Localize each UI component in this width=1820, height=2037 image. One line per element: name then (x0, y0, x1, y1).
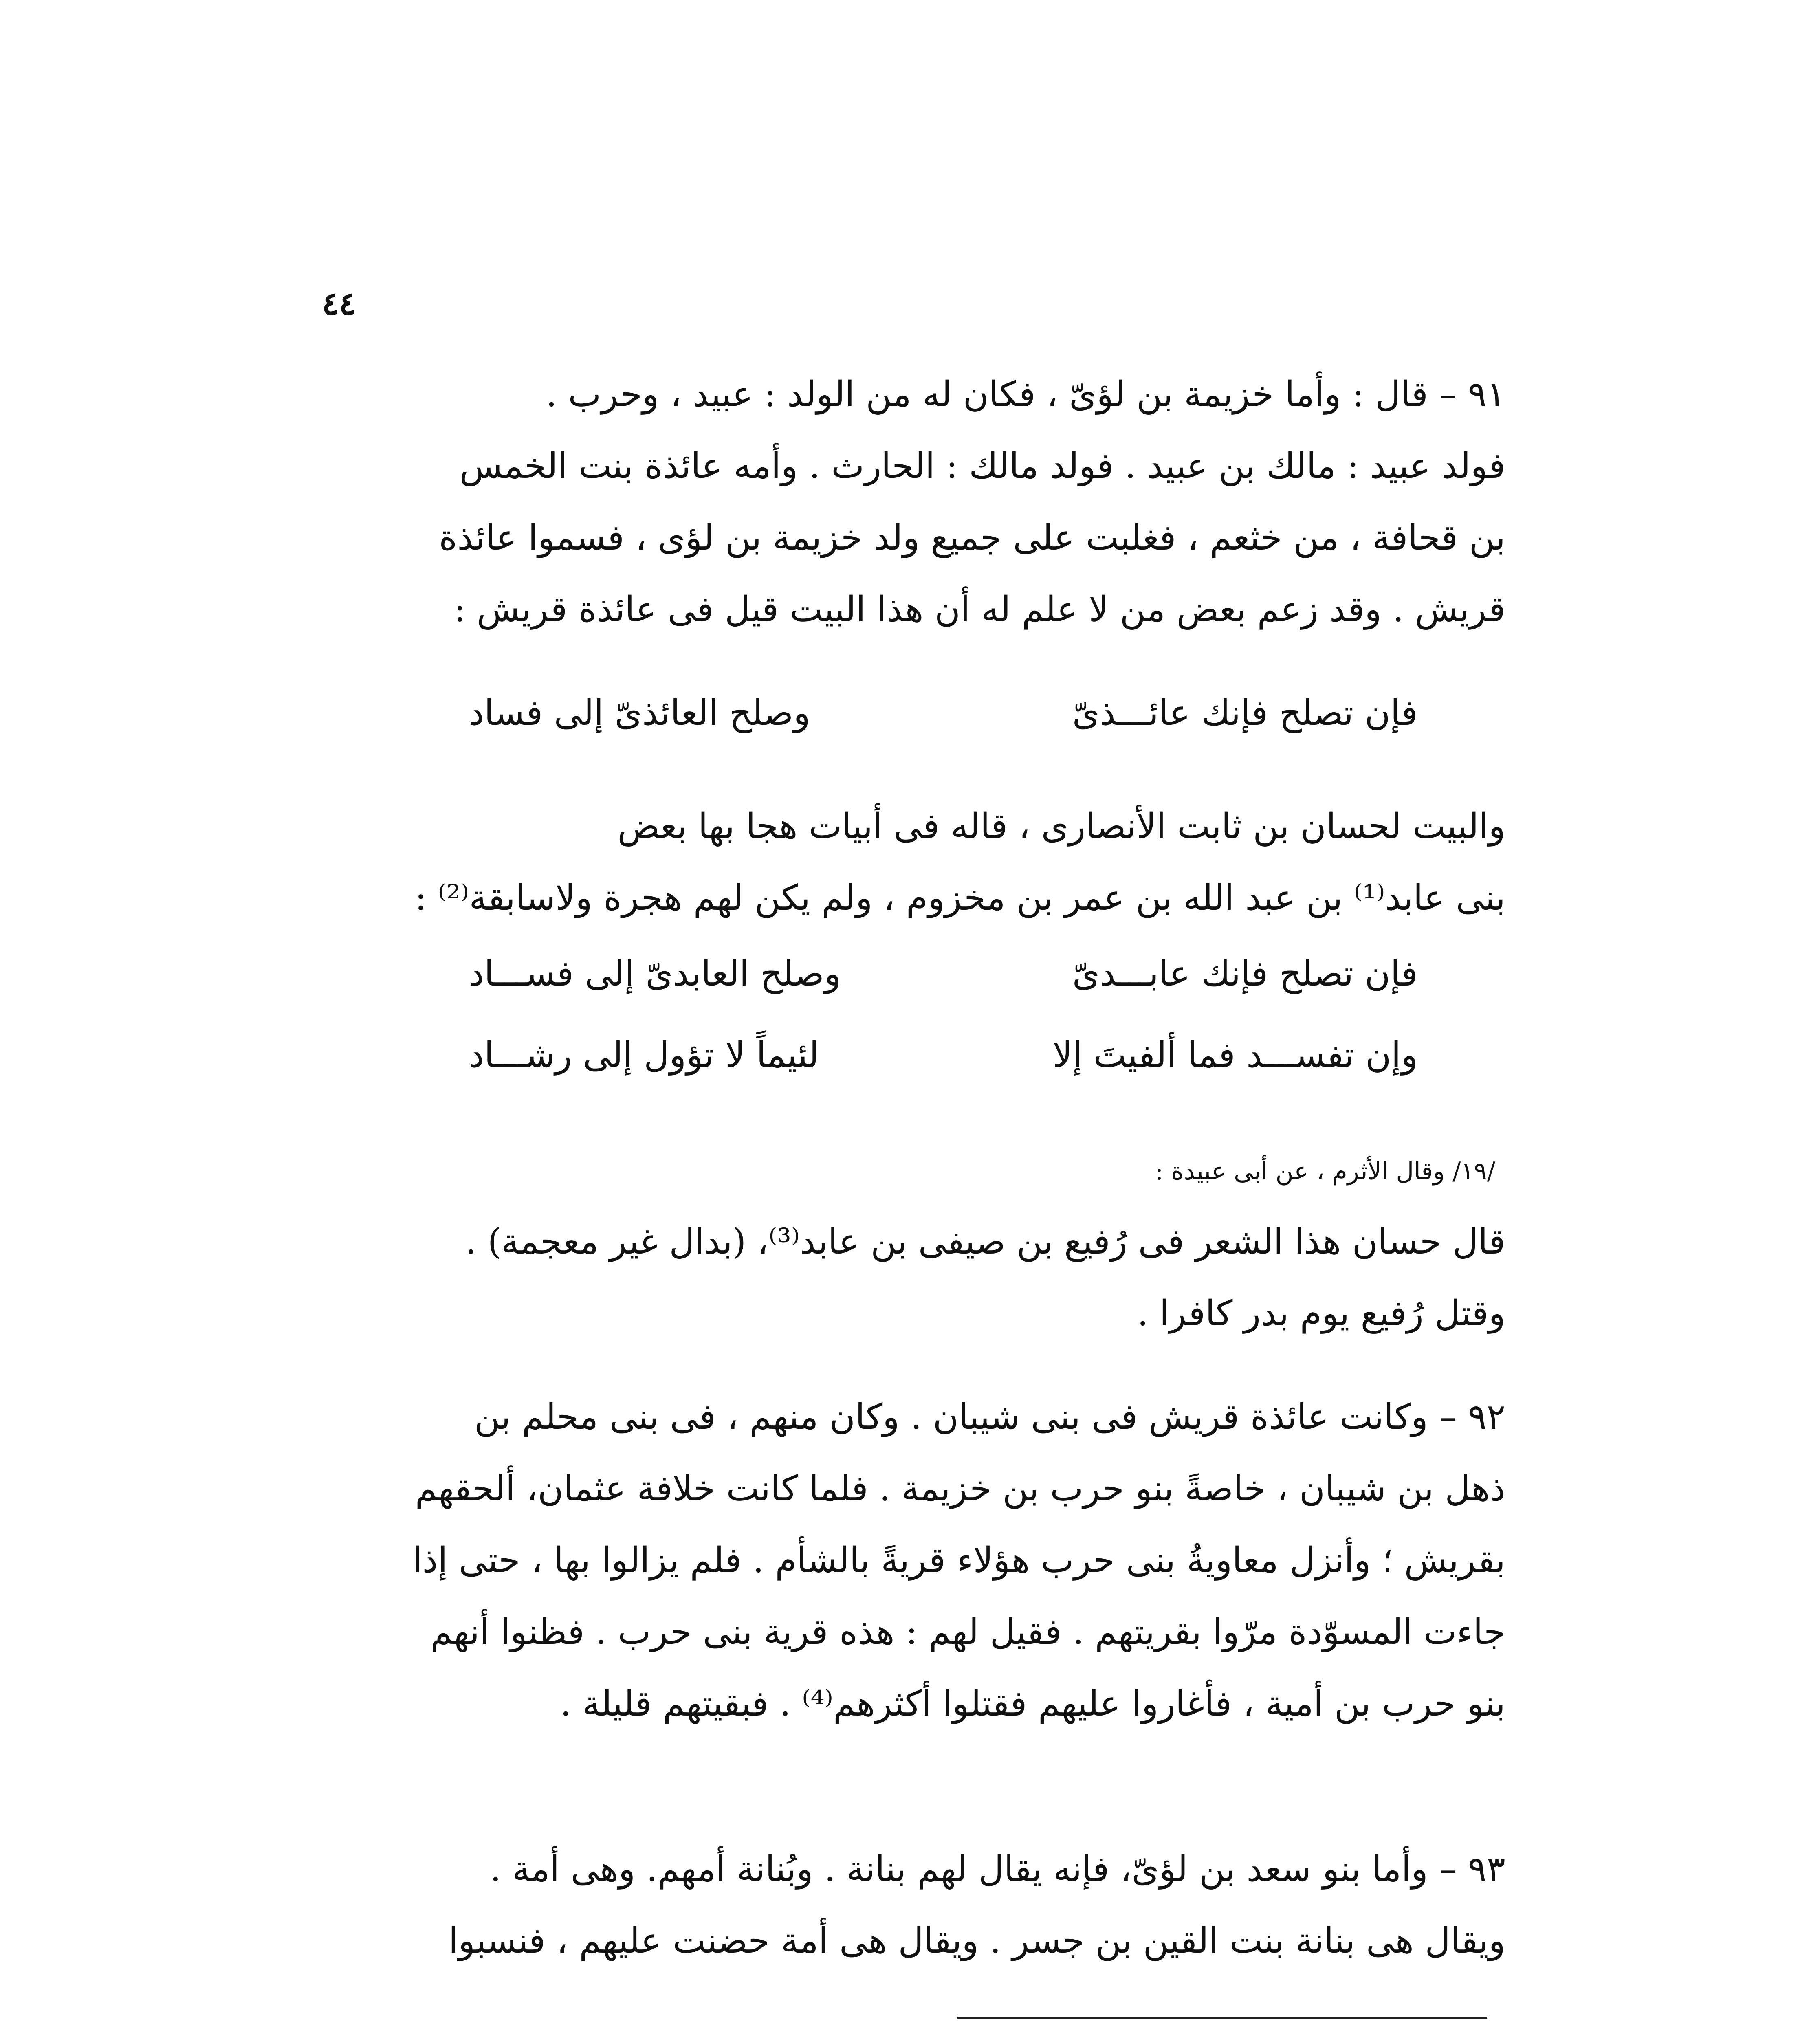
paragraph-92 (357, 1381, 1505, 1740)
paragraph-line: جاءت المسوّدة مرّوا بقريتهم . فقيل لهم : هذه قرية بنى حرب . فظنوا أنهم (430, 1612, 1505, 1652)
paragraph-line: قريش . وقد زعم بعض من لا علم له أن هذا البيت قيل فى عائذة قريش : (453, 589, 1505, 630)
paragraph-91 (357, 359, 1505, 645)
paragraph-line: ٩٣ – وأما بنو سعد بن لؤىّ، فإنه يقال لهم بنانة . وبُنانة أمهم. وهى أمة . (490, 1849, 1505, 1890)
paragraph-hassan (357, 790, 1505, 934)
paragraph-line: بقريش ؛ وأنزل معاويةُ بنى حرب هؤلاء قريةً بالشأم . فلم يزالوا بها ، حتى إذا (412, 1540, 1505, 1581)
paragraph-line: وقتل رُفيع يوم بدر كافرا . (1137, 1293, 1505, 1334)
paragraph-line: بنو حرب بن أمية ، فأغاروا عليهم فقتلوا أكثرهم⁽⁴⁾ . فبقيتهم قليلة . (560, 1683, 1505, 1724)
paragraph-line: ٩٢ – وكانت عائذة قريش فى بنى شيبان . وكان منهم ، فى بنى محلم بن (474, 1397, 1505, 1437)
verse-first-hemistich: فإن تصلح فإنك عائـــذىّ (1072, 693, 1418, 733)
verse-second-hemistich: لئيماً لا تؤول إلى رشـــاد (469, 1035, 819, 1076)
verse-second-hemistich: وصلح العائذىّ إلى فساد (469, 693, 810, 733)
paragraph-line: ٩١ – قال : وأما خزيمة بن لؤىّ ، فكان له من الولد : عبيد ، وحرب . (546, 374, 1505, 415)
paragraph-93 (357, 1833, 1505, 1977)
marginal-note: /١٩/ وقال الأثرم ، عن أبى عبيدة : (1155, 1157, 1495, 1186)
verse-line-3 (469, 1035, 1418, 1108)
paragraph-line: بن قحافة ، من خثعم ، فغلبت على جميع ولد خزيمة بن لؤى ، فسموا عائذة (439, 517, 1505, 558)
paragraph-line: ويقال هى بنانة بنت القين بن جسر . ويقال هى أمة حضنت عليهم ، فنسبوا (448, 1920, 1505, 1961)
verse-first-hemistich: فإن تصلح فإنك عابـــدىّ (1072, 953, 1418, 994)
page-number: ٤٤ (322, 285, 356, 322)
paragraph-line: قال حسان هذا الشعر فى رُفيع بن صيفى بن عابد⁽³⁾، (بدال غير معجمة) . (465, 1221, 1505, 1262)
verse-line-2 (469, 953, 1418, 1027)
paragraph-line: والبيت لحسان بن ثابت الأنصارى ، قاله فى أبيات هجا بها بعض (617, 806, 1505, 847)
paragraph-line: ذهل بن شيبان ، خاصةً بنو حرب بن خزيمة . فلما كانت خلافة عثمان، ألحقهم (415, 1468, 1505, 1509)
footnote-divider (957, 2017, 1487, 2019)
paragraph-line: بنى عابد⁽¹⁾ بن عبد الله بن عمر بن مخزوم ، ولم يكن لهم هجرة ولاسابقة⁽²⁾ : (415, 878, 1505, 918)
verse-first-hemistich: وإن تفســـد فما ألفيتَ إلا (1052, 1035, 1418, 1076)
paragraph-athram (357, 1206, 1505, 1349)
verse-line-1 (469, 693, 1418, 766)
paragraph-line: فولد عبيد : مالك بن عبيد . فولد مالك : الحارث . وأمه عائذة بنت الخمس (459, 446, 1505, 486)
verse-second-hemistich: وصلح العابدىّ إلى فســـاد (469, 953, 841, 994)
